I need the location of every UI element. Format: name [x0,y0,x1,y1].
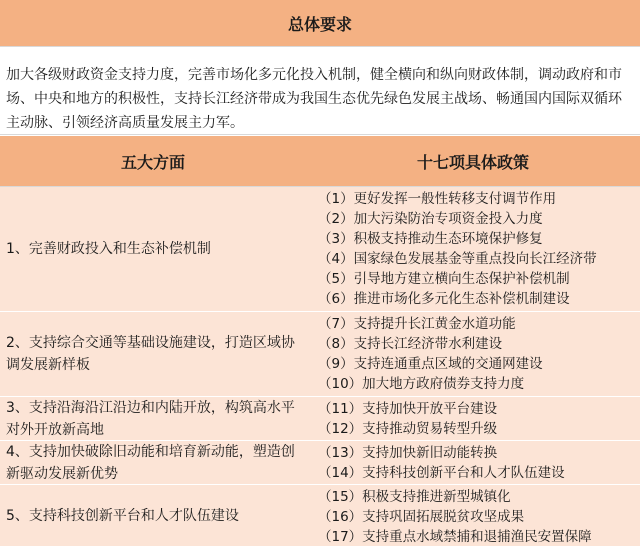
policy-item: （8）支持长江经济带水利建设 [318,336,503,352]
policy-item: （12）支持推动贸易转型升级 [318,421,498,437]
policy-list [306,312,640,396]
policy-item: （13）支持加快新旧动能转换 [318,445,498,461]
policy-list [306,485,640,546]
table-row [0,441,640,485]
policy-item: （6）推进市场化多元化生态补偿机制建设 [318,291,570,307]
aspect-cell: 4、支持加快破除旧动能和培育新动能，塑造创新驱动发展新优势 [6,443,295,482]
aspect-cell: 2、支持综合交通等基础设施建设，打造区域协调发展新样板 [6,335,295,373]
policy-item: （2）加大污染防治专项资金投入力度 [318,211,543,227]
policy-item: （3）积极支持推动生态环境保护修复 [318,231,543,247]
aspect-cell: 3、支持沿海沿江沿边和内陆开放，构筑高水平对外开放新高地 [6,399,295,438]
table-row [0,312,640,397]
policy-item: （7）支持提升长江黄金水道功能 [318,316,516,332]
aspect-cell: 1、完善财政投入和生态补偿机制 [6,241,211,257]
policy-item: （15）积极支持推进新型城镇化 [318,489,511,505]
table-row [0,187,640,312]
policy-list [306,187,640,311]
column-header-aspects: 五大方面 [120,152,185,172]
table-header [0,136,640,187]
policy-item: （17）支持重点水域禁捕和退捕渔民安置保障 [318,529,592,545]
policy-item: （10）加大地方政府债券支持力度 [318,376,525,392]
table-row [0,485,640,546]
policy-item: （1）更好发挥一般性转移支付调节作用 [318,191,557,207]
policy-item: （16）支持巩固拓展脱贫攻坚成果 [318,509,525,525]
overall-requirements-text: 加大各级财政资金支持力度，完善市场化多元化投入机制，健全横向和纵向财政体制，调动政府和市场、中央和地方的积极性，支持长江经济带成为我国生态优先绿色发展主战场、畅通国内国际双循环主动脉、引领经济高质量发展主力军。 [0,47,640,135]
policy-item: （4）国家绿色发展基金等重点投向长江经济带 [318,251,597,267]
policy-item: （9）支持连通重点区域的交通网建设 [318,356,543,372]
page-title: 总体要求 [0,0,640,47]
policy-list [306,441,640,484]
policy-item: （5）引导地方建立横向生态保护补偿机制 [318,271,570,287]
column-header-policies: 十七项具体政策 [416,152,529,172]
policy-list [306,397,640,440]
table-row [0,397,640,441]
policy-item: （14）支持科技创新平台和人才队伍建设 [318,465,565,481]
policy-item: （11）支持加快开放平台建设 [318,401,498,417]
aspect-cell: 5、支持科技创新平台和人才队伍建设 [6,507,239,524]
